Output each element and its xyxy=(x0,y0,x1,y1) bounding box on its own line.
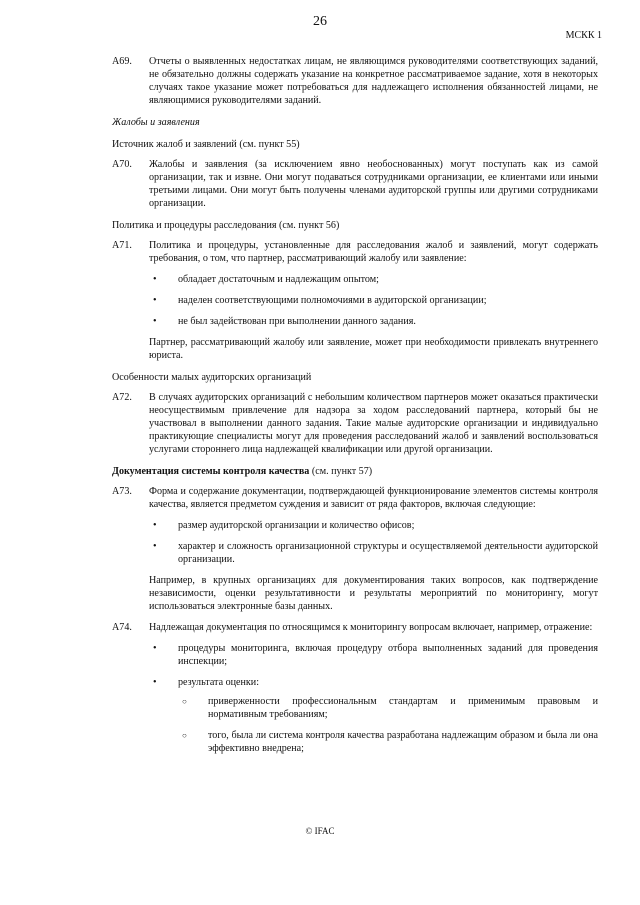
sub-list-item: ○ приверженности профессиональным стандартам и применимым правовым и нормативным требованиям; xyxy=(178,695,598,721)
bullet-icon: • xyxy=(153,274,157,285)
bullet-list-a71 xyxy=(149,273,598,328)
paragraph-number: A70. xyxy=(112,159,132,170)
bullet-icon: • xyxy=(153,643,157,654)
paragraph-number: A69. xyxy=(112,56,132,67)
document-code: МСКК 1 xyxy=(565,30,602,41)
subsection-heading-policy: Политика и процедуры расследования (см. пункт 56) xyxy=(112,220,340,231)
list-item: • характер и сложность организационной структуры и осуществляемой деятельности аудиторской организации. xyxy=(149,540,598,566)
paragraph-a69 xyxy=(112,55,598,107)
sub-bullet-list xyxy=(178,695,598,755)
bullet-icon: • xyxy=(153,295,157,306)
circle-bullet-icon: ○ xyxy=(182,731,187,740)
subsection-heading-source: Источник жалоб и заявлений (см. пункт 55) xyxy=(112,139,300,150)
subsection-heading-small-firms: Особенности малых аудиторских организаций xyxy=(112,372,312,383)
paragraph-a71 xyxy=(112,239,598,265)
bullet-list-a73 xyxy=(149,519,598,566)
list-item: • обладает достаточным и надлежащим опытом; xyxy=(149,273,598,286)
paragraph-a71-continuation: Партнер, рассматривающий жалобу или заявление, может при необходимости привлекать внутреннего юриста. xyxy=(149,337,598,361)
paragraph-a72 xyxy=(112,391,598,456)
paragraph-a70 xyxy=(112,158,598,210)
heading-bold-part: Документация системы контроля качества xyxy=(112,466,310,477)
paragraph-text: Форма и содержание документации, подтверждающей функционирование элементов системы контроля качества, является предметом суждения и зависит от ряда факторов, включая следующие: xyxy=(149,486,598,510)
list-item: • наделен соответствующими полномочиями в аудиторской организации; xyxy=(149,294,598,307)
list-item: • процедуры мониторинга, включая процедуру отбора выполненных заданий для проведения инспекции; xyxy=(149,642,598,668)
bullet-list-a74 xyxy=(149,642,598,763)
page-content xyxy=(112,55,598,771)
paragraph-number: A72. xyxy=(112,392,132,403)
heading-reference: (см. пункт 57) xyxy=(309,466,373,477)
copyright-footer: © IFAC xyxy=(305,826,335,836)
page-number: 26 xyxy=(313,14,327,29)
paragraph-a74 xyxy=(112,621,598,634)
list-item: • результата оценки: ○ приверженности профессиональным стандартам и применимым правовым и нормативным требованиям; ○ того, была ли система контроля качества разработана надлежащим образом и была ли она эффективно внедрена; xyxy=(149,676,598,763)
list-item: • не был задействован при выполнении данного задания. xyxy=(149,315,598,328)
bullet-icon: • xyxy=(153,520,157,531)
paragraph-text: Жалобы и заявления (за исключением явно необоснованных) могут поступать как из самой организации, так и извне. Они могут подаваться сотрудниками организации, ее клиентами или иными третьими лицами. Они могут быть получены членами аудиторской группы или другими сотрудниками организации. xyxy=(149,159,598,209)
paragraph-text: Надлежащая документация по относящимся к мониторингу вопросам включает, например, отражение: xyxy=(149,622,593,633)
paragraph-number: A73. xyxy=(112,486,132,497)
paragraph-text: Политика и процедуры, установленные для расследования жалоб и заявлений, могут содержать требования, о том, что партнер, рассматривающий жалобу или заявление: xyxy=(149,240,598,264)
sub-list-item: ○ того, была ли система контроля качества разработана надлежащим образом и была ли она эффективно внедрена; xyxy=(178,729,598,755)
paragraph-number: A71. xyxy=(112,240,132,251)
section-heading-complaints: Жалобы и заявления xyxy=(112,117,200,128)
paragraph-text: Отчеты о выявленных недостатках лицам, не являющимся руководителями соответствующих заданий, не обязательно должны содержать указание на конкретное рассматриваемое задание, хотя в некоторых случаях такое указание может потребоваться для надлежащего исполнения обязанностей лицами, не являющимися руководителями заданий. xyxy=(149,56,598,106)
circle-bullet-icon: ○ xyxy=(182,697,187,706)
paragraph-text: В случаях аудиторских организаций с небольшим количеством партнеров может оказаться практически неосуществимым привлечение для надзора за ходом расследований партнера, который бы не участвовал в выполнении данного задания. Такие малые аудиторские организации и индивидуально практикующие специалисты могут для проведения расследований жалоб и заявлений воспользоваться услугами стороннего лица надлежащей квалификации или другой организации. xyxy=(149,392,598,455)
bullet-icon: • xyxy=(153,677,157,688)
bullet-icon: • xyxy=(153,541,157,552)
bullet-icon: • xyxy=(153,316,157,327)
paragraph-a73 xyxy=(112,485,598,511)
paragraph-number: A74. xyxy=(112,622,132,633)
section-heading-documentation xyxy=(112,465,598,478)
paragraph-a73-continuation: Например, в крупных организациях для документирования таких вопросов, как подтверждение независимости, оценки результативности и результаты мероприятий по мониторингу, могут использоваться электронные базы данных. xyxy=(149,575,598,612)
list-item: • размер аудиторской организации и количество офисов; xyxy=(149,519,598,532)
